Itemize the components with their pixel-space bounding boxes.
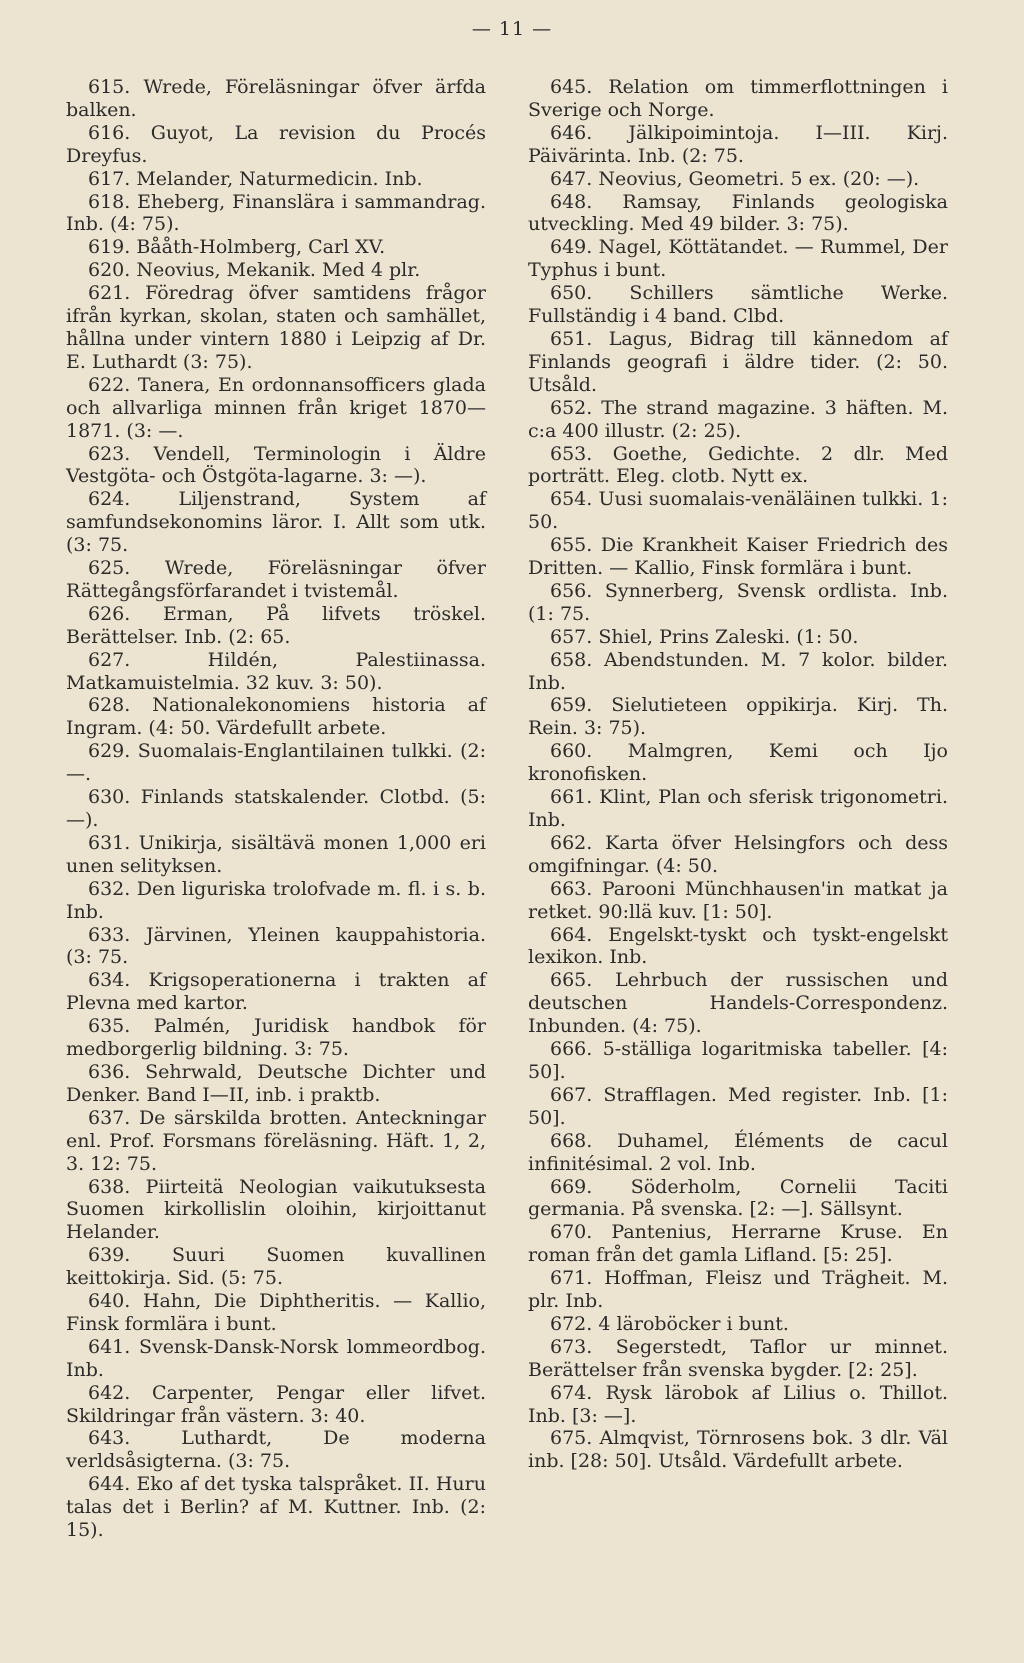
catalog-entry: 642. Carpenter, Pengar eller lifvet. Skildringar från västern. 3: 40. <box>66 1381 486 1427</box>
catalog-entry: 622. Tanera, En ordonnansofficers glada och allvarliga minnen från kriget 1870—1871. (3: —. <box>66 373 486 442</box>
catalog-column-right <box>528 76 948 1473</box>
catalog-entry: 643. Luthardt, De moderna verldsåsigterna. (3: 75. <box>66 1427 486 1473</box>
catalog-entry: 662. Karta öfver Helsingfors och dess omgifningar. (4: 50. <box>528 831 948 877</box>
catalog-entry: 671. Hoffman, Fleisz und Trägheit. M. plr. Inb. <box>528 1267 948 1313</box>
catalog-entry: 627. Hildén, Palestiinassa. Matkamuistelmia. 32 kuv. 3: 50). <box>66 648 486 694</box>
catalog-entry: 626. Erman, På lifvets tröskel. Berättelser. Inb. (2: 65. <box>66 602 486 648</box>
catalog-entry: 644. Eko af det tyska talspråket. II. Huru talas det i Berlin? af M. Kuttner. Inb. (2: 15). <box>66 1473 486 1542</box>
catalog-entry: 667. Strafflagen. Med register. Inb. [1: 50]. <box>528 1083 948 1129</box>
catalog-entry: 651. Lagus, Bidrag till kännedom af Finlands geografi i äldre tider. (2: 50. Utsåld. <box>528 327 948 396</box>
catalog-entry: 618. Eheberg, Finanslära i sammandrag. Inb. (4: 75). <box>66 190 486 236</box>
catalog-entry: 652. The strand magazine. 3 häften. M. c:a 400 illustr. (2: 25). <box>528 396 948 442</box>
catalog-entry: 669. Söderholm, Cornelii Taciti germania. På svenska. [2: —]. Sällsynt. <box>528 1175 948 1221</box>
catalog-entry: 657. Shiel, Prins Zaleski. (1: 50. <box>550 625 859 648</box>
catalog-entry: 629. Suomalais-Englantilainen tulkki. (2: —. <box>66 740 486 786</box>
catalog-entry: 646. Jälkipoimintoja. I—III. Kirj. Päivärinta. Inb. (2: 75. <box>528 121 948 167</box>
catalog-column-left <box>66 76 486 1542</box>
catalog-entry: 665. Lehrbuch der russischen und deutschen Handels-Correspondenz. Inbunden. (4: 75). <box>528 969 948 1038</box>
catalog-entry: 675. Almqvist, Törnrosens bok. 3 dlr. Väl inb. [28: 50]. Utsåld. Värdefullt arbete. <box>528 1427 948 1473</box>
catalog-entry: 653. Goethe, Gedichte. 2 dlr. Med porträtt. Eleg. clotb. Nytt ex. <box>528 442 948 488</box>
catalog-entry: 670. Pantenius, Herrarne Kruse. En roman från det gamla Lifland. [5: 25]. <box>528 1221 948 1267</box>
catalog-entry: 623. Vendell, Terminologin i Äldre Vestgöta- och Östgöta-lagarne. 3: —). <box>66 442 486 488</box>
catalog-entry: 655. Die Krankheit Kaiser Friedrich des Dritten. — Kallio, Finsk formlära i bunt. <box>528 534 948 580</box>
catalog-entry: 664. Engelskt-tyskt och tyskt-engelskt lexikon. Inb. <box>528 923 948 969</box>
catalog-entry: 636. Sehrwald, Deutsche Dichter und Denker. Band I—II, inb. i praktb. <box>66 1060 486 1106</box>
catalog-entry: 633. Järvinen, Yleinen kauppahistoria. (3: 75. <box>66 923 486 969</box>
catalog-entry: 635. Palmén, Juridisk handbok för medborgerlig bildning. 3: 75. <box>66 1015 486 1061</box>
catalog-entry: 666. 5-ställiga logaritmiska tabeller. [4: 50]. <box>528 1038 948 1083</box>
catalog-entry: 632. Den liguriska trolofvade m. fl. i s. b. Inb. <box>66 877 486 923</box>
catalog-entry: 659. Sielutieteen oppikirja. Kirj. Th. Rein. 3: 75). <box>528 694 948 740</box>
catalog-entry: 628. Nationalekonomiens historia af Ingram. (4: 50. Värdefullt arbete. <box>66 694 486 740</box>
catalog-entry: 647. Neovius, Geometri. 5 ex. (20: —). <box>550 167 920 190</box>
catalog-entry: 634. Krigsoperationerna i trakten af Plevna med kartor. <box>66 969 486 1015</box>
catalog-entry: 619. Bååth-Holmberg, Carl XV. <box>88 236 386 259</box>
catalog-entry: 637. De särskilda brotten. Anteckningar enl. Prof. Forsmans föreläsning. Häft. 1, 2, 3. 12: 75. <box>66 1106 486 1175</box>
catalog-entry: 639. Suuri Suomen kuvallinen keittokirja. Sid. (5: 75. <box>66 1244 486 1290</box>
catalog-entry: 650. Schillers sämtliche Werke. Fullständig i 4 band. Clbd. <box>528 282 948 328</box>
catalog-entry: 663. Parooni Münchhausen'in matkat ja retket. 90:llä kuv. [1: 50]. <box>528 877 948 923</box>
catalog-entry: 631. Unikirja, sisältävä monen 1,000 eri unen selityksen. <box>66 831 486 877</box>
catalog-entry: 656. Synnerberg, Svensk ordlista. Inb. (1: 75. <box>528 579 948 625</box>
catalog-entry: 638. Piirteitä Neologian vaikutuksesta Suomen kirkollislin oloihin, kirjoittanut Helander. <box>66 1175 486 1244</box>
catalog-entry: 672. 4 läroböcker i bunt. <box>550 1312 789 1335</box>
catalog-entry: 649. Nagel, Köttätandet. — Rummel, Der Typhus i bunt. <box>528 236 948 282</box>
page-number: — 11 — <box>471 18 553 40</box>
catalog-entry: 673. Segerstedt, Taflor ur minnet. Berättelser från svenska bygder. [2: 25]. <box>528 1335 948 1381</box>
catalog-entry: 645. Relation om timmerflottningen i Sverige och Norge. <box>528 76 948 121</box>
catalog-entry: 630. Finlands statskalender. Clotbd. (5: —). <box>66 786 486 831</box>
catalog-entry: 621. Föredrag öfver samtidens frågor ifrån kyrkan, skolan, staten och samhället, hållna under vintern 1880 i Leipzig af Dr. E. Luthardt (3: 75). <box>66 282 486 373</box>
catalog-entry: 654. Uusi suomalais-venäläinen tulkki. 1: 50. <box>528 488 948 534</box>
catalog-entry: 617. Melander, Naturmedicin. Inb. <box>88 167 423 190</box>
catalog-entry: 615. Wrede, Föreläsningar öfver ärfda balken. <box>66 76 486 121</box>
catalog-entry: 658. Abendstunden. M. 7 kolor. bilder. Inb. <box>528 648 948 694</box>
catalog-entry: 640. Hahn, Die Diphtheritis. — Kallio, Finsk formlära i bunt. <box>66 1290 486 1335</box>
catalog-entry: 625. Wrede, Föreläsningar öfver Rättegångsförfarandet i tvistemål. <box>66 557 486 602</box>
catalog-entry: 620. Neovius, Mekanik. Med 4 plr. <box>88 259 421 282</box>
catalog-entry: 668. Duhamel, Éléments de cacul infinitésimal. 2 vol. Inb. <box>528 1129 948 1175</box>
catalog-entry: 674. Rysk lärobok af Lilius o. Thillot. Inb. [3: —]. <box>528 1381 948 1427</box>
catalog-entry: 624. Liljenstrand, System af samfundsekonomins läror. I. Allt som utk. (3: 75. <box>66 488 486 557</box>
catalog-entry: 661. Klint, Plan och sferisk trigonometri. Inb. <box>528 786 948 831</box>
catalog-entry: 660. Malmgren, Kemi och Ijo kronofisken. <box>528 740 948 786</box>
catalog-entry: 648. Ramsay, Finlands geologiska utveckling. Med 49 bilder. 3: 75). <box>528 190 948 236</box>
catalog-entry: 641. Svensk-Dansk-Norsk lommeordbog. Inb. <box>66 1335 486 1381</box>
catalog-entry: 616. Guyot, La revision du Procés Dreyfus. <box>66 121 486 167</box>
